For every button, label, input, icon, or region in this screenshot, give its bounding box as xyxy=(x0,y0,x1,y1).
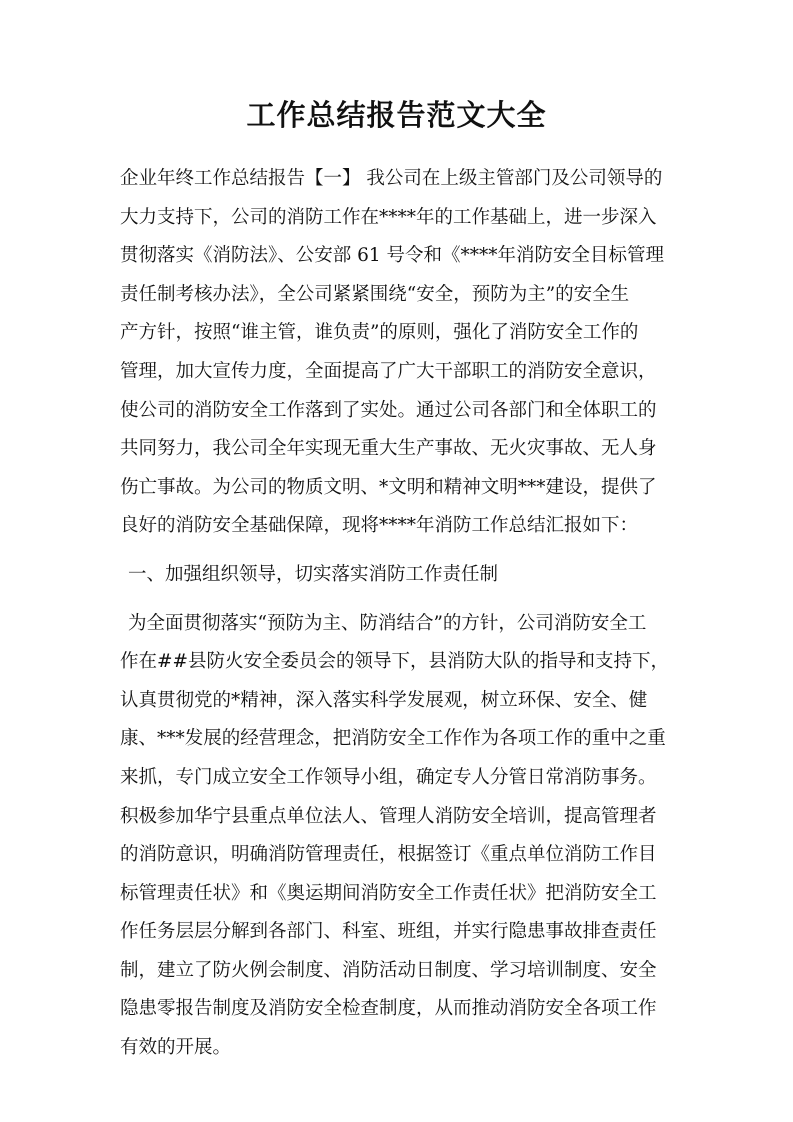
document-body xyxy=(120,160,676,1068)
text-line: 使公司的消防安全工作落到了实处。通过公司各部门和全体职工的 xyxy=(120,399,657,421)
text-line: 贯彻落实《消防法》、公安部 61 号令和《****年消防安全目标管理 xyxy=(120,245,665,267)
paragraph-2 xyxy=(120,605,676,1068)
paragraph-1 xyxy=(120,160,676,546)
document-title: 工作总结报告范文大全 xyxy=(246,98,547,132)
text-line: 作任务层层分解到各部门、科室、班组，并实行隐患事故排查责任 xyxy=(120,921,657,943)
text-line: 伤亡事故。为公司的物质文明、*文明和精神文明***建设，提供了 xyxy=(120,476,657,498)
text-line: 有效的开展。 xyxy=(120,1037,232,1059)
section-heading-1: 一、加强组织领导，切实落实消防工作责任制 xyxy=(128,563,499,585)
text-line: 标管理责任状》和《奥运期间消防安全工作责任状》把消防安全工 xyxy=(120,882,657,904)
text-line: 来抓，专门成立安全工作领导小组，确定专人分管日常消防事务。 xyxy=(120,766,657,788)
text-line: 大力支持下，公司的消防工作在****年的工作基础上，进一步深入 xyxy=(120,206,657,228)
text-line: 制，建立了防火例会制度、消防活动日制度、学习培训制度、安全 xyxy=(120,959,657,981)
text-line: 良好的消防安全基础保障，现将****年消防工作总结汇报如下： xyxy=(120,515,639,537)
text-line: 产方针，按照“谁主管，谁负责”的原则，强化了消防安全工作的 xyxy=(120,322,639,344)
text-line: 管理，加大宣传力度，全面提高了广大干部职工的消防安全意识， xyxy=(120,360,657,382)
text-line: 为全面贯彻落实“预防为主、防消结合”的方针，公司消防安全工 xyxy=(128,612,647,634)
text-line: 积极参加华宁县重点单位法人、管理人消防安全培训，提高管理者 xyxy=(120,805,657,827)
text-line: 企业年终工作总结报告【一】 我公司在上级主管部门及公司领导的 xyxy=(120,168,663,189)
text-line: 认真贯彻党的*精神，深入落实科学发展观，树立环保、安全、健 xyxy=(120,689,648,711)
text-line: 的消防意识，明确消防管理责任，根据签订《重点单位消防工作目 xyxy=(120,844,657,866)
text-line: 隐患零报告制度及消防安全检查制度，从而推动消防安全各项工作 xyxy=(120,998,657,1020)
text-line: 责任制考核办法》，全公司紧紧围绕“安全，预防为主”的安全生 xyxy=(120,283,630,305)
text-line: 共同努力，我公司全年实现无重大生产事故、无火灾事故、无人身 xyxy=(120,438,657,460)
text-line: 康、***发展的经营理念，把消防安全工作作为各项工作的重中之重 xyxy=(120,728,666,750)
text-line: 作在##县防火安全委员会的领导下，县消防大队的指导和支持下， xyxy=(120,651,670,673)
